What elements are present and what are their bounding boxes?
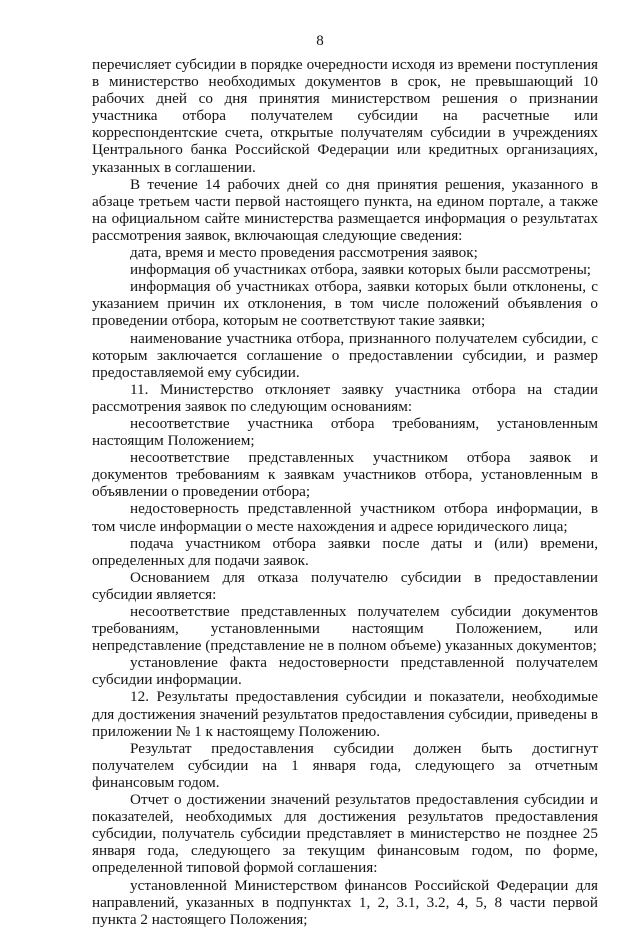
- paragraph: дата, время и место проведения рассмотрения заявок;: [130, 244, 478, 262]
- paragraph: подача участником отбора заявки после даты и (или) времени, определенных для подачи заявок.: [92, 534, 598, 569]
- page-number: 8: [316, 33, 324, 49]
- paragraph: Основанием для отказа получателю субсидии в предоставлении субсидии является:: [92, 568, 598, 603]
- paragraph: несоответствие представленных получателем субсидии документов требованиям, установленными настоящим Положением, или непредставление (представление не в полном объеме) указанных документов;: [92, 603, 598, 655]
- paragraph: установленной Министерством финансов Российской Федерации для направлений, указанных в подпунктах 1, 2, 3.1, 3.2, 4, 5, 8 части первой пункта 2 настоящего Положения;: [92, 876, 598, 928]
- paragraph: Отчет о достижении значений результатов предоставления субсидии и показателей, необходимых для достижения результатов предоставления субсидии, получатель субсидии представляет в министерство не позднее 25 января года, следующего за текущим финансовым годом, по форме, определенной типовой формой соглашения:: [92, 791, 598, 877]
- paragraph: наименование участника отбора, признанного получателем субсидии, с которым заключается соглашение о предоставлении субсидии, и размер предоставляемой ему субсидии.: [92, 329, 598, 381]
- paragraph: В течение 14 рабочих дней со дня принятия решения, указанного в абзаце третьем части первой настоящего пункта, на едином портале, а также на официальном сайте министерства размещается информация о результатах рассмотрения заявок, включающая следующие сведения:: [92, 175, 598, 244]
- paragraph: несоответствие представленных участником отбора заявок и документов требованиям к заявкам участников отбора, установленным в объявлении о проведении отбора;: [92, 449, 598, 501]
- document-body: [92, 56, 598, 928]
- paragraph: установление факта недостоверности представленной получателем субсидии информации.: [92, 654, 598, 689]
- paragraph: недостоверность представленной участником отбора информации, в том числе информации о месте нахождения и адресе юридического лица;: [92, 500, 598, 535]
- paragraph: перечисляет субсидии в порядке очередности исходя из времени поступления в министерство необходимых документов в срок, не превышающий 10 рабочих дней со дня принятия министерством решения о признании участника отбора получателем субсидии на расчетные или корреспондентские счета, открытые получателям субсидии в учреждениях Центрального банка Российской Федерации или кредитных организациях, указанных в соглашении.: [92, 56, 598, 176]
- paragraph: несоответствие участника отбора требованиям, установленным настоящим Положением;: [92, 414, 598, 450]
- paragraph: информация об участниках отбора, заявки которых были рассмотрены;: [130, 261, 592, 279]
- section-paragraph: 11. Министерство отклоняет заявку участника отбора на стадии рассмотрения заявок по следующим основаниям:: [92, 380, 598, 415]
- paragraph: информация об участниках отбора, заявки которых были отклонены, с указанием причин их отклонения, в том числе положений объявления о проведении отбора, которым не соответствуют такие заявки;: [92, 278, 598, 330]
- paragraph: Результат предоставления субсидии должен быть достигнут получателем субсидии на 1 января года, следующего за отчетным финансовым годом.: [92, 739, 598, 791]
- section-paragraph: 12. Результаты предоставления субсидии и показатели, необходимые для достижения значений результатов предоставления субсидии, приведены в приложении № 1 к настоящему Положению.: [92, 688, 598, 740]
